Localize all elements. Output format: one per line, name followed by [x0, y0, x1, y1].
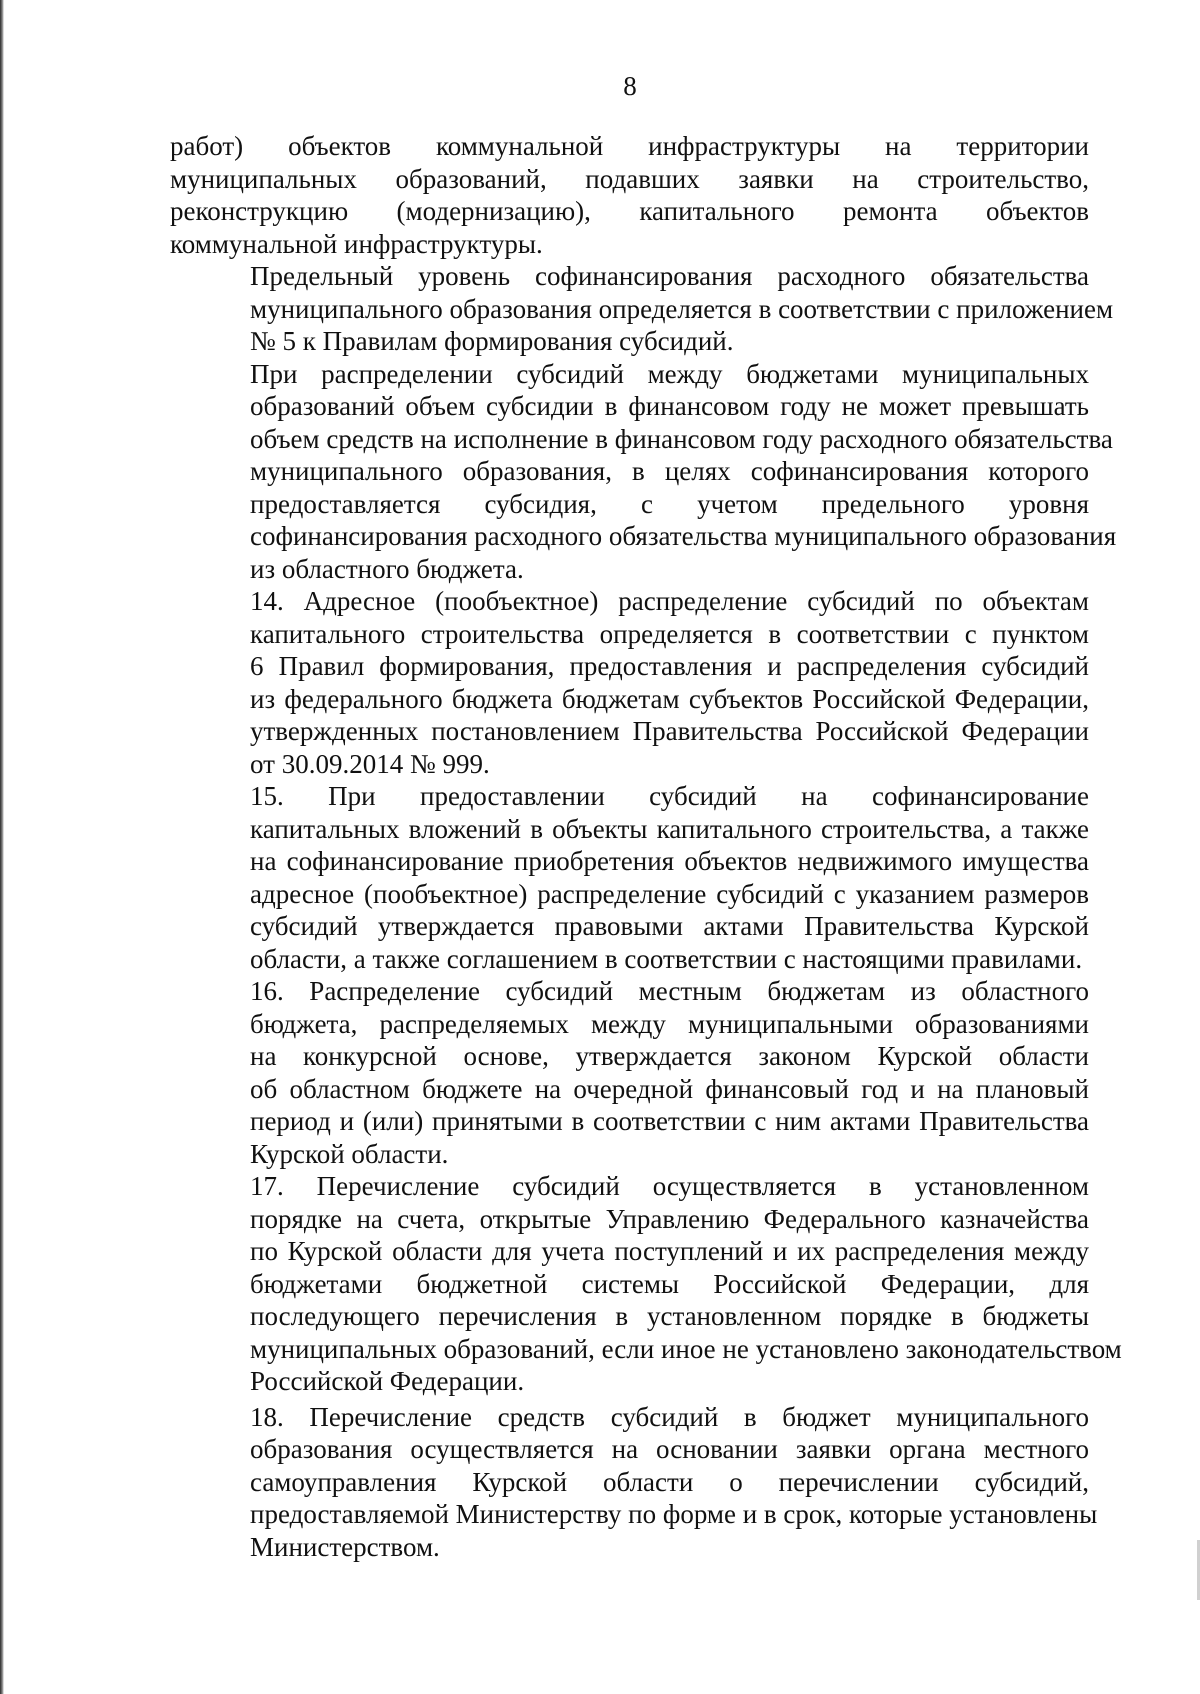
paragraph-line: Министерством.: [250, 1531, 440, 1562]
paragraph-line: капитальных вложений в объекты капитального строительства, а также: [250, 813, 1089, 844]
paragraph-line: из областного бюджета.: [250, 553, 524, 584]
paragraph-line: от 30.09.2014 № 999.: [250, 748, 490, 779]
paragraph-line: муниципальных образований, если иное не установлено законодательством: [250, 1333, 1122, 1364]
paragraph-line: 18. Перечисление средств субсидий в бюджет муниципального: [250, 1401, 1089, 1432]
paragraph-line: муниципального образования, в целях софинансирования которого: [250, 456, 1089, 486]
paragraph-line: период и (или) принятыми в соответствии с ним актами Правительства: [250, 1106, 1089, 1136]
paragraph: [170, 1170, 1122, 1398]
document-body: [170, 130, 1122, 1563]
paragraph-line: утвержденных постановлением Правительства Российской Федерации: [250, 716, 1089, 746]
paragraph: [170, 130, 1089, 260]
paragraph-line: образования осуществляется на основании заявки органа местного: [250, 1434, 1089, 1464]
paragraph-line: 14. Адресное (пообъектное) распределение субсидий по объектам: [250, 586, 1089, 616]
paragraph: [170, 585, 1089, 780]
paragraph: [170, 1401, 1098, 1564]
paragraph-line: При распределении субсидий между бюджетами муниципальных: [250, 358, 1089, 389]
paragraph-line: бюджета, распределяемых между муниципальными образованиями: [250, 1008, 1089, 1039]
paragraph-line: 16. Распределение субсидий местным бюджетам из областного: [250, 976, 1089, 1006]
paragraph-line: предоставляемой Министерству по форме и в срок, которые установлены: [250, 1499, 1098, 1529]
paragraph-line: № 5 к Правилам формирования субсидий.: [250, 326, 734, 356]
paragraph-line: муниципальных образований, подавших заявки на строительство,: [170, 163, 1089, 194]
paragraph-line: из федерального бюджета бюджетам субъектов Российской Федерации,: [250, 683, 1089, 714]
paragraph-line: самоуправления Курской области о перечислении субсидий,: [250, 1466, 1089, 1497]
paragraph-line: работ) объектов коммунальной инфраструктуры на территории: [170, 131, 1089, 161]
paragraph-line: порядке на счета, открытые Управлению Федерального казначейства: [250, 1203, 1089, 1234]
paragraph: [170, 975, 1089, 1170]
paragraph-line: субсидий утверждается правовыми актами Правительства Курской: [250, 911, 1089, 941]
paragraph-line: коммунальной инфраструктуры.: [170, 228, 543, 259]
paragraph-line: об областном бюджете на очередной финансовый год и на плановый: [250, 1073, 1089, 1104]
paragraph-line: области, а также соглашением в соответствии с настоящими правилами.: [250, 943, 1083, 974]
paragraph-line: 6 Правил формирования, предоставления и распределения субсидий: [250, 651, 1089, 681]
paragraph-line: образований объем субсидии в финансовом году не может превышать: [250, 391, 1089, 421]
paragraph-line: муниципального образования определяется в соответствии с приложением: [250, 293, 1114, 324]
paragraph-line: капитального строительства определяется в соответствии с пунктом: [250, 618, 1089, 649]
paragraph-line: последующего перечисления в установленном порядке в бюджеты: [250, 1301, 1089, 1331]
paragraph-line: софинансирования расходного обязательства муниципального образования: [250, 521, 1117, 551]
paragraph: [170, 260, 1114, 358]
paragraph-line: адресное (пообъектное) распределение субсидий с указанием размеров: [250, 878, 1089, 909]
paragraph: [170, 780, 1089, 975]
paragraph-line: по Курской области для учета поступлений и их распределения между: [250, 1236, 1089, 1266]
page-number: 8: [623, 71, 637, 101]
paragraph: [170, 358, 1117, 586]
paragraph-line: реконструкцию (модернизацию), капитального ремонта объектов: [170, 196, 1089, 226]
paragraph-line: предоставляется субсидия, с учетом предельного уровня: [250, 488, 1089, 519]
paragraph-line: бюджетами бюджетной системы Российской Федерации, для: [250, 1268, 1089, 1299]
paragraph-line: 17. Перечисление субсидий осуществляется в установленном: [250, 1171, 1089, 1201]
paragraph-line: Предельный уровень софинансирования расходного обязательства: [250, 261, 1089, 291]
scan-left-edge: [0, 0, 4, 1694]
paragraph-line: Российской Федерации.: [250, 1366, 525, 1396]
paragraph-line: 15. При предоставлении субсидий на софинансирование: [250, 781, 1089, 811]
paragraph-line: на конкурсной основе, утверждается законом Курской области: [250, 1041, 1089, 1071]
paragraph-line: Курской области.: [250, 1138, 449, 1169]
paragraph-line: объем средств на исполнение в финансовом году расходного обязательства: [250, 423, 1113, 454]
paragraph-line: на софинансирование приобретения объектов недвижимого имущества: [250, 846, 1089, 876]
